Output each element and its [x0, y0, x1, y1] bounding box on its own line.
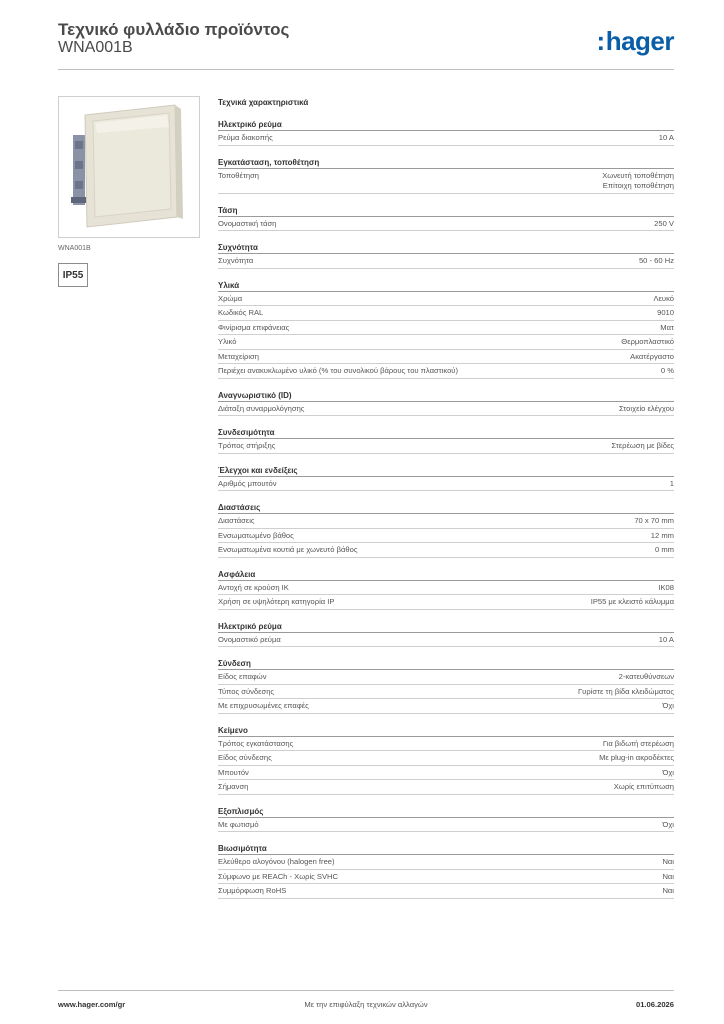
spec-section [218, 843, 674, 899]
spec-value-line: Χωρίς επιτύπωση [613, 782, 674, 791]
spec-value-line: Όχι [662, 701, 674, 710]
section-heading: Κείμενο [218, 725, 674, 737]
spec-value [602, 171, 674, 192]
spec-label: Περιέχει ανακυκλωμένο υλικό (% του συνολικού βάρους του πλαστικού) [218, 366, 458, 375]
spec-label: Τοποθέτηση [218, 170, 260, 180]
spec-value [670, 479, 674, 490]
spec-value-line: 9010 [657, 308, 674, 317]
spec-value [655, 545, 674, 556]
spec-value [619, 404, 674, 415]
spec-row [218, 670, 674, 685]
spec-label: Συχνότητα [218, 256, 254, 265]
spec-row [218, 685, 674, 700]
spec-value [659, 635, 674, 646]
spec-value [653, 294, 674, 305]
spec-row [218, 364, 674, 379]
spec-row [218, 884, 674, 899]
product-image [58, 96, 200, 238]
spec-label: Μπουτόν [218, 767, 249, 777]
spec-value [659, 133, 674, 144]
spec-label: Τύπος σύνδεσης [218, 686, 275, 696]
spec-value [662, 768, 674, 779]
spec-label: Αντοχή σε κρούση IK [218, 582, 289, 592]
spec-label: Κωδικός RAL [218, 308, 264, 317]
spec-section [218, 806, 674, 833]
spec-value-line: 10 A [658, 133, 674, 142]
spec-label: Διάταξη συναρμολόγησης [218, 403, 305, 413]
section-heading: Υλικά [218, 280, 674, 292]
spec-value-line: 10 A [658, 634, 674, 644]
section-heading: Συχνότητα [218, 242, 674, 254]
spec-value-line: IK08 [658, 582, 674, 592]
spec-label: Είδος σύνδεσης [218, 753, 272, 762]
section-heading: Τάση [218, 205, 674, 217]
spec-value [661, 366, 674, 377]
spec-row [218, 581, 674, 596]
technical-specifications [218, 96, 674, 910]
spec-section [218, 569, 674, 610]
spec-value [662, 886, 674, 897]
spec-label: Ονομαστικό ρεύμα [218, 634, 281, 644]
spec-label: Ρεύμα διακοπής [218, 133, 273, 142]
section-heading: Ηλεκτρικό ρεύμα [218, 119, 674, 131]
spec-value-line: Επίτοιχη τοποθέτηση [602, 181, 674, 190]
logo-text: hager [605, 26, 674, 56]
spec-value [578, 687, 674, 698]
spec-value-line: Στερέωση με βίδες [611, 441, 674, 450]
image-caption: WNA001B [58, 245, 91, 252]
spec-row [218, 818, 674, 833]
spec-row [218, 439, 674, 454]
spec-value-line: Ναι [662, 857, 674, 866]
spec-label: Χρήση σε υψηλότερη κατηγορία IP [218, 597, 335, 606]
spec-label: Με επιχρυσωμένες επαφές [218, 701, 309, 710]
spec-value [660, 323, 674, 334]
product-photo-switch-icon [59, 97, 199, 237]
spec-value [630, 352, 674, 363]
section-heading: Συνδεσιμότητα [218, 427, 674, 439]
spec-label: Είδος επαφών [218, 672, 267, 681]
spec-row [218, 855, 674, 870]
spec-section [218, 658, 674, 714]
spec-value [662, 857, 674, 868]
spec-value [599, 753, 674, 764]
document-header [58, 20, 674, 70]
spec-row [218, 633, 674, 648]
spec-value-line: Γυρίστε τη βίδα κλειδώματος [577, 686, 674, 696]
spec-title: Τεχνικά χαρακτηριστικά [218, 98, 309, 107]
spec-section [218, 280, 674, 379]
spec-section [218, 205, 674, 232]
spec-row [218, 870, 674, 885]
spec-row [218, 595, 674, 610]
section-heading: Αναγνωριστικό (ID) [218, 390, 674, 402]
ip-rating-badge: IP55 [58, 263, 88, 287]
spec-value-line: Στοιχείο ελέγχου [618, 403, 674, 413]
spec-value [603, 739, 674, 750]
section-heading: Ηλεκτρικό ρεύμα [218, 621, 674, 633]
spec-value-line: IP55 με κλειστό κάλυμμα [590, 597, 674, 606]
spec-section [218, 157, 674, 194]
spec-row [218, 766, 674, 781]
footer-date: 01.06.2026 [635, 1000, 674, 1009]
spec-section [218, 390, 674, 417]
spec-value-line: Με plug-in ακροδέκτες [599, 753, 674, 762]
spec-value [591, 597, 674, 608]
spec-row [218, 306, 674, 321]
product-code: WNA001B [58, 39, 133, 56]
spec-value [657, 308, 674, 319]
spec-value-line: 0 % [660, 366, 674, 375]
document-footer [58, 990, 674, 1010]
document-title: Τεχνικό φυλλάδιο προϊόντος [58, 20, 290, 39]
spec-label: Ενσωματωμένο βάθος [218, 530, 294, 540]
spec-value-line: Θερμοπλαστικό [621, 337, 674, 346]
section-heading: Ασφάλεια [218, 569, 674, 581]
spec-row [218, 514, 674, 529]
spec-value [611, 441, 674, 452]
spec-value [662, 820, 674, 831]
section-heading: Εγκατάσταση, τοποθέτηση [218, 157, 674, 169]
spec-row [218, 737, 674, 752]
spec-section [218, 502, 674, 558]
spec-value [658, 583, 674, 594]
spec-row [218, 477, 674, 492]
hager-logo [597, 26, 674, 56]
section-heading: Διαστάσεις [218, 502, 674, 514]
spec-section [218, 242, 674, 269]
spec-label: Μεταχείριση [218, 351, 259, 361]
spec-row [218, 217, 674, 232]
spec-value [662, 872, 674, 883]
spec-value-line: Όχι [662, 767, 674, 777]
spec-value-line: 2-κατευθύνσεων [618, 672, 674, 681]
spec-row [218, 335, 674, 350]
spec-value-line: 12 mm [650, 530, 674, 540]
spec-section [218, 427, 674, 454]
spec-value-line: Ακατέργαστο [630, 351, 674, 361]
spec-label: Συμμόρφωση RoHS [218, 886, 287, 895]
spec-value [614, 782, 674, 793]
spec-value [619, 672, 674, 683]
spec-section [218, 621, 674, 648]
spec-row [218, 543, 674, 558]
spec-value-line: Ναι [662, 886, 674, 895]
spec-value [651, 531, 674, 542]
spec-value-line: Ναι [662, 871, 674, 881]
spec-value-line: Λευκό [653, 293, 674, 303]
spec-value [654, 219, 674, 230]
spec-value-line: Για βιδωτή στερέωση [602, 738, 674, 748]
spec-section [218, 465, 674, 492]
spec-label: Ελεύθερο αλογόνου (halogen free) [218, 857, 335, 866]
spec-label: Τρόπος εγκατάστασης [218, 738, 294, 748]
spec-row [218, 529, 674, 544]
logo-prefix: : [596, 26, 605, 56]
spec-row [218, 402, 674, 417]
spec-label: Σήμανση [218, 782, 249, 791]
spec-value-line: 1 [669, 478, 674, 488]
spec-value-line: Όχι [662, 819, 674, 829]
spec-value [639, 256, 674, 267]
spec-label: Διαστάσεις [218, 516, 255, 525]
spec-label: Χρώμα [218, 293, 243, 303]
spec-label: Υλικό [218, 337, 237, 346]
spec-value-line: 0 mm [655, 545, 674, 554]
spec-label: Τρόπος στήριξης [218, 441, 276, 450]
spec-value-line: Ματ [660, 322, 674, 332]
spec-label: Αριθμός μπουτόν [218, 478, 277, 488]
spec-row [218, 751, 674, 766]
spec-value [662, 701, 674, 712]
spec-row [218, 321, 674, 336]
spec-value [634, 516, 674, 527]
section-heading: Βιωσιμότητα [218, 843, 674, 855]
spec-value [621, 337, 674, 348]
spec-value-line: 250 V [654, 218, 674, 228]
section-heading: Έλεγχοι και ενδείξεις [218, 465, 674, 477]
section-heading: Εξοπλισμός [218, 806, 674, 818]
spec-value-line: Χωνευτή τοποθέτηση [602, 170, 674, 180]
spec-value-line: 50 - 60 Hz [638, 256, 674, 265]
spec-section [218, 725, 674, 795]
spec-row [218, 292, 674, 307]
spec-row [218, 350, 674, 365]
spec-label: Ονομαστική τάση [218, 218, 277, 228]
website-link[interactable]: www.hager.com/gr [58, 1000, 126, 1009]
spec-label: Ενσωματωμένα κουτιά με χωνευτό βάθος [218, 545, 358, 554]
section-heading: Σύνδεση [218, 658, 674, 670]
spec-label: Σύμφωνο με REACh - Χωρίς SVHC [218, 871, 339, 881]
spec-row [218, 699, 674, 714]
spec-row [218, 780, 674, 795]
spec-row [218, 169, 674, 194]
spec-section [218, 119, 674, 146]
spec-value-line: 70 x 70 mm [634, 516, 674, 525]
spec-row [218, 131, 674, 146]
spec-row [218, 254, 674, 269]
spec-label: Με φωτισμό [218, 819, 259, 829]
spec-label: Φινίρισμα επιφάνειας [218, 322, 290, 332]
footer-notice: Με την επιφύλαξη τεχνικών αλλαγών [304, 1000, 428, 1009]
